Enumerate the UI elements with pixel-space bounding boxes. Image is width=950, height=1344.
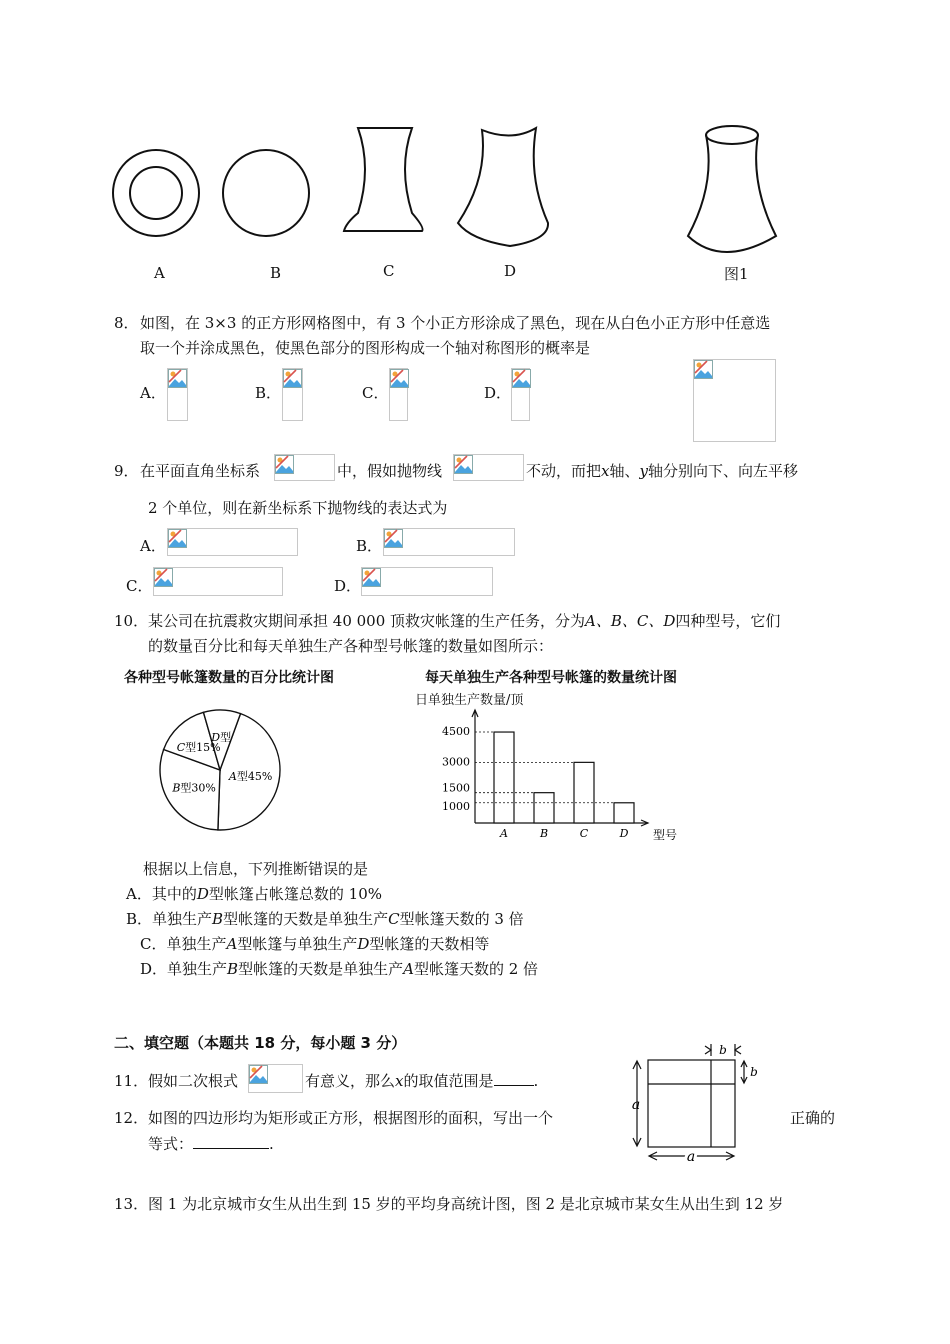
q12-label-b-right: b xyxy=(750,1065,758,1079)
shape-b-label: B xyxy=(270,264,282,282)
q11-var-x: x xyxy=(395,1072,404,1090)
q8-option-b-label: B． xyxy=(255,384,282,402)
bar-ytick-3000: 3000 xyxy=(442,755,470,769)
bar-ytick-4500: 4500 xyxy=(442,725,470,739)
fig1-vase-body xyxy=(688,135,776,252)
q10-text-line2: 的数量百分比和每天单独生产各种型号帐篷的数量如图所示： xyxy=(148,637,554,655)
broken-image-icon xyxy=(390,369,409,388)
q12-figure xyxy=(628,1038,768,1168)
pie-chart xyxy=(150,700,290,840)
q11-number: 11． xyxy=(114,1072,149,1090)
bar-x-axis-label: 型号 xyxy=(653,828,678,842)
shape-d-label: D xyxy=(504,262,517,280)
broken-image-icon xyxy=(512,369,531,388)
q10-option-b-pre: 单独生产 xyxy=(152,910,213,928)
shapes-figure-row xyxy=(100,118,800,288)
pie-label-d: D型 xyxy=(211,731,232,744)
bar-chart-ylabel: 日单独生产数量/顶 xyxy=(415,693,524,708)
q10-text-line1 xyxy=(148,610,780,631)
bar-c xyxy=(574,762,594,823)
broken-image-icon xyxy=(694,360,713,379)
shape-d-vase xyxy=(458,128,548,246)
q11-text-part1: 假如二次根式 xyxy=(148,1072,239,1090)
q8-option-c-label: C． xyxy=(362,384,389,402)
q9-text-part5: 轴分别向下、向左平移 xyxy=(647,462,798,480)
q9-option-c-image xyxy=(153,567,283,596)
broken-image-icon xyxy=(249,1065,268,1084)
shape-b-circle xyxy=(223,150,309,236)
q9-text-part1: 在平面直角坐标系 xyxy=(140,462,261,480)
bar-ytick-1500: 1500 xyxy=(442,781,470,795)
q9-number: 9． xyxy=(114,462,139,480)
q8-option-d-label: D． xyxy=(484,384,512,402)
bar-category-label-d: D xyxy=(619,827,629,840)
shape-c-label: C xyxy=(383,262,395,280)
q12-label-a-left: a xyxy=(631,1097,641,1113)
q10-option-c-pre: 单独生产 xyxy=(166,935,227,953)
shape-a-ring-inner xyxy=(130,167,182,219)
q12-outer-square xyxy=(648,1060,735,1147)
q11-text-rest xyxy=(305,1070,538,1091)
bar-category-label-a: A xyxy=(500,827,508,840)
q12-line2-label: 等式： xyxy=(148,1135,194,1153)
broken-image-icon xyxy=(154,568,173,587)
bar-a xyxy=(494,732,514,823)
q9-var-x: x xyxy=(601,462,610,480)
shape-a-ring-outer xyxy=(113,150,199,236)
bar-chart-title: 每天单独生产各种型号帐篷的数量统计图 xyxy=(425,670,677,686)
q10-option-d-v1: B xyxy=(227,960,239,978)
q10-option-c xyxy=(140,933,489,954)
q9-text-part2: 中，假如抛物线 xyxy=(337,462,443,480)
q10-option-b-mid: 型帐篷的天数是单独生产 xyxy=(223,910,389,928)
q10-option-a-label: A． xyxy=(126,885,152,903)
q10-option-a-v1: D xyxy=(196,885,209,903)
q9-text-line2: 2 个单位，则在新坐标系下抛物线的表达式为 xyxy=(148,499,448,517)
q10-option-c-label: C． xyxy=(140,935,167,953)
broken-image-icon xyxy=(168,529,187,548)
q9-text-part4: 轴、 xyxy=(609,462,640,480)
q9-option-b-label: B． xyxy=(356,537,383,555)
shape-c-vase xyxy=(344,128,423,231)
q9-parabola-image xyxy=(453,454,524,481)
q11-text-part2: 有意义，那么 xyxy=(305,1072,396,1090)
q12-number: 12． xyxy=(114,1109,149,1127)
q12-text-line1: 如图的四边形均为矩形或正方形，根据图形的面积，写出一个 xyxy=(148,1109,554,1127)
q10-option-d xyxy=(140,958,538,979)
q10-option-b xyxy=(126,908,524,929)
q13-text-line1: 图 1 为北京城市女生从出生到 15 岁的平均身高统计图，图 2 是北京城市某女生从出生到 12 岁 xyxy=(148,1195,784,1213)
bar-b xyxy=(534,793,554,823)
q12-dim-b-top-arrow-left xyxy=(705,1046,711,1054)
q10-line1-b: 四种型号，它们 xyxy=(675,612,781,630)
q12-answer-blank[interactable] xyxy=(193,1148,269,1149)
q11-end: . xyxy=(533,1072,539,1090)
q11-radical-image xyxy=(248,1064,303,1093)
fig1-label: 图1 xyxy=(724,265,749,283)
q9-option-b-image xyxy=(383,528,515,556)
bar-ytick-1000: 1000 xyxy=(442,799,470,813)
q10-intro: 根据以上信息，下列推断错误的是 xyxy=(143,860,369,878)
q8-text-line1: 如图，在 3×3 的正方形网格图中，有 3 个小正方形涂成了黑色，现在从白色小正方形中任意选 xyxy=(140,314,771,332)
q10-line1-types: A、B、C、D xyxy=(585,612,676,630)
broken-image-icon xyxy=(362,568,381,587)
q10-option-d-label: D． xyxy=(140,960,168,978)
q8-grid-figure-image xyxy=(693,359,776,442)
q10-option-b-label: B． xyxy=(126,910,153,928)
q9-text-part3 xyxy=(526,460,798,481)
q9-option-c-label: C． xyxy=(126,577,153,595)
q10-option-c-mid: 型帐篷与单独生产 xyxy=(237,935,358,953)
q10-option-d-post: 型帐篷天数的 2 倍 xyxy=(413,960,539,978)
q12-end: . xyxy=(269,1135,274,1153)
pie-chart-title: 各种型号帐篷数量的百分比统计图 xyxy=(124,670,334,686)
q11-answer-blank[interactable] xyxy=(494,1085,534,1086)
q10-number: 10． xyxy=(114,612,149,630)
q10-option-d-v2: A xyxy=(403,960,414,978)
section2-heading: 二、填空题（本题共 18 分，每小题 3 分） xyxy=(114,1034,407,1052)
q8-option-c-image xyxy=(389,368,408,421)
q12-text-line2 xyxy=(148,1133,274,1154)
q10-option-a-mid: 型帐篷占帐篷总数的 10% xyxy=(208,885,382,903)
q12-label-a-bottom: a xyxy=(686,1149,696,1165)
q10-option-b-v2: C xyxy=(388,910,400,928)
q12-dim-b-top-arrow-right xyxy=(735,1046,741,1054)
pie-label-c: C型15% xyxy=(176,741,221,755)
broken-image-icon xyxy=(283,369,302,388)
q8-option-a-label: A． xyxy=(140,384,166,402)
bar-category-label-b: B xyxy=(539,827,549,840)
q12-label-b-top: b xyxy=(719,1043,727,1057)
q10-option-c-v2: D xyxy=(357,935,370,953)
q8-option-d-image xyxy=(511,368,530,421)
q9-option-d-image xyxy=(361,567,493,596)
q10-option-c-post: 型帐篷的天数相等 xyxy=(369,935,490,953)
shape-a-label: A xyxy=(154,264,165,282)
broken-image-icon xyxy=(168,369,187,388)
pie-label-a: A型45% xyxy=(228,770,273,783)
q12-text-tail: 正确的 xyxy=(790,1109,836,1127)
q9-coord-system-image xyxy=(274,454,335,481)
bar-d xyxy=(614,803,634,823)
q9-option-d-label: D． xyxy=(334,577,362,595)
q10-option-b-post: 型帐篷天数的 3 倍 xyxy=(399,910,524,928)
pie-label-b: B型30% xyxy=(172,781,216,795)
q9-option-a-image xyxy=(167,528,298,556)
q10-option-a-pre: 其中的 xyxy=(151,885,197,903)
q10-option-d-pre: 单独生产 xyxy=(167,960,228,978)
bar-chart xyxy=(420,700,690,850)
broken-image-icon xyxy=(454,455,473,474)
broken-image-icon xyxy=(275,455,294,474)
q10-option-b-v1: B xyxy=(212,910,224,928)
bar-category-label-c: C xyxy=(579,827,589,840)
q8-text-line2: 取一个并涂成黑色，使黑色部分的图形构成一个轴对称图形的概率是 xyxy=(140,339,591,357)
fig1-vase-mouth xyxy=(706,126,758,144)
q9-var-y: y xyxy=(639,462,648,480)
q9-option-a-label: A． xyxy=(140,537,166,555)
q8-number: 8． xyxy=(114,314,139,332)
q8-option-b-image xyxy=(282,368,303,421)
q9-text-part3a: 不动，而把 xyxy=(526,462,602,480)
q10-option-d-mid: 型帐篷的天数是单独生产 xyxy=(238,960,404,978)
q10-option-a xyxy=(126,883,382,904)
q13-number: 13． xyxy=(114,1195,149,1213)
q10-option-c-v1: A xyxy=(226,935,238,953)
q10-line1-a: 某公司在抗震救灾期间承担 40 000 顶救灾帐篷的生产任务，分为 xyxy=(148,612,586,630)
broken-image-icon xyxy=(384,529,403,548)
q8-option-a-image xyxy=(167,368,188,421)
q11-text-part3: 的取值范围是 xyxy=(403,1072,494,1090)
